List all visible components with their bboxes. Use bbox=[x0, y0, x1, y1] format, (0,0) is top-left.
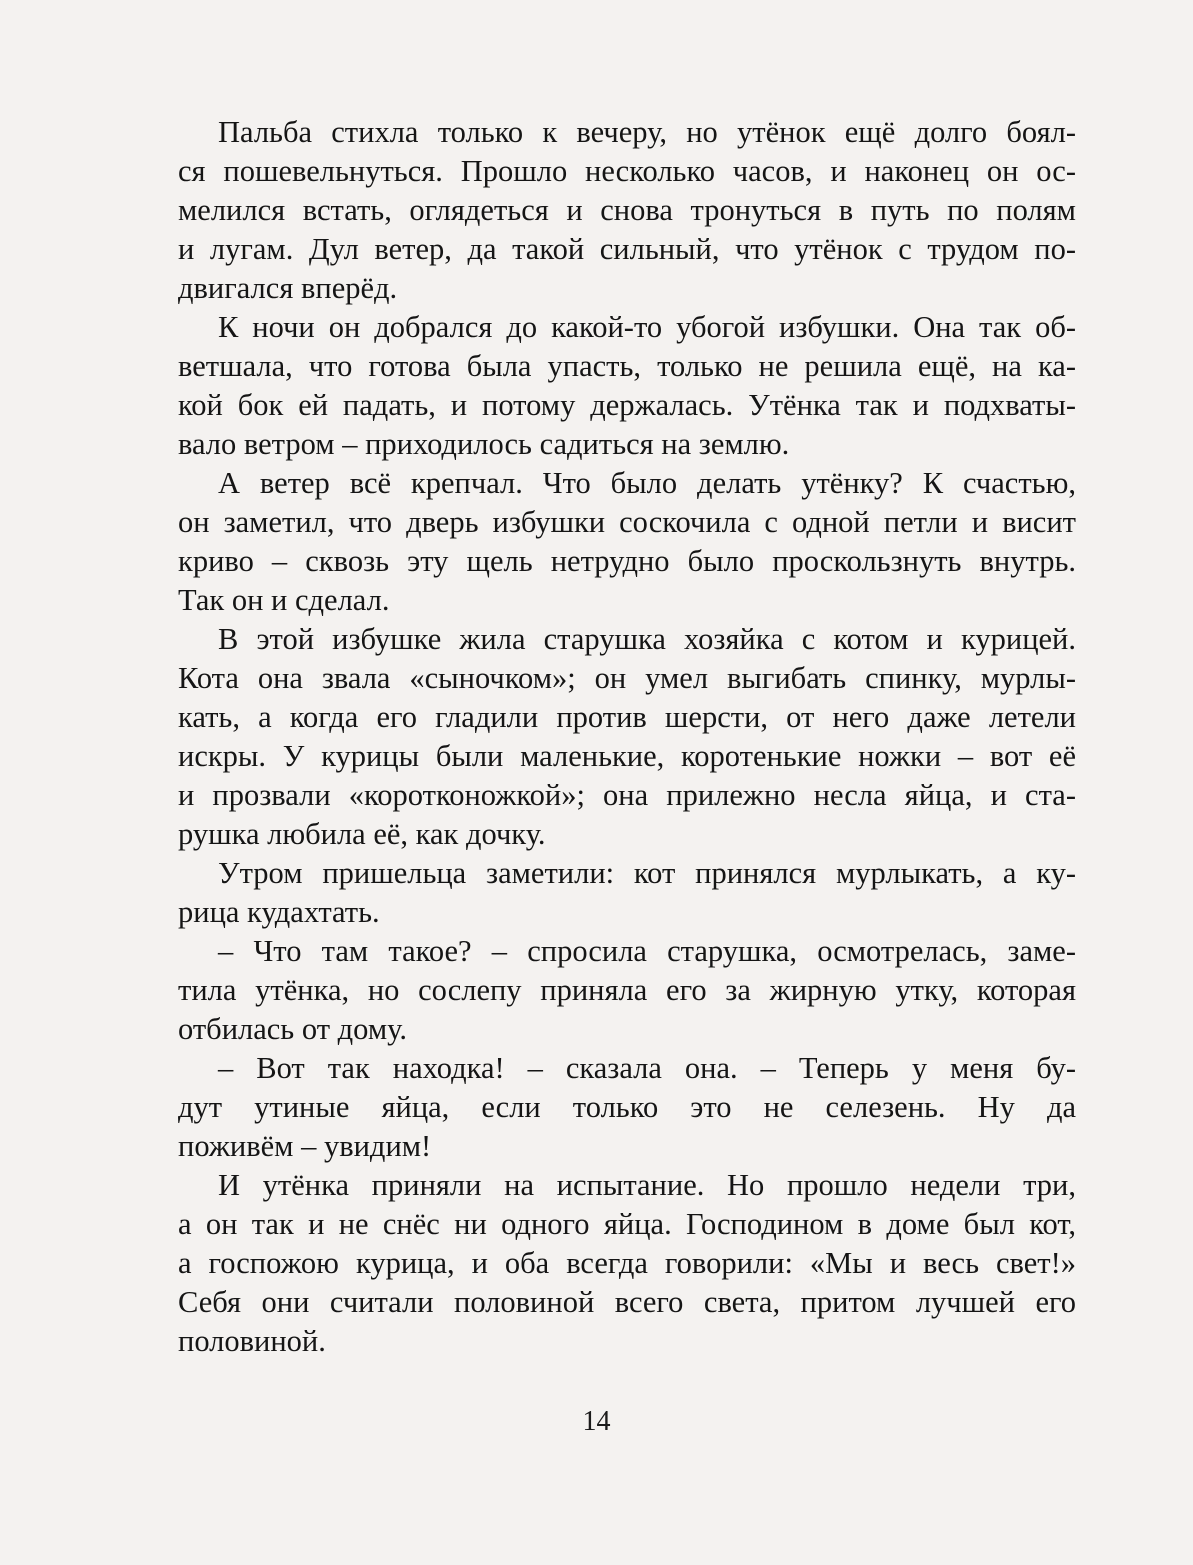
text-line: – Вот так находка! – сказала она. – Теперь у меня бу- bbox=[218, 1051, 1076, 1085]
text-line: искры. У курицы были маленькие, коротенькие ножки – вот её bbox=[178, 739, 1076, 773]
text-line: Утром пришельца заметили: кот принялся мурлыкать, а ку- bbox=[218, 856, 1076, 890]
text-line: а госпожою курица, и оба всегда говорили: «Мы и весь свет!» bbox=[178, 1246, 1076, 1280]
text-line: ся пошевельнуться. Прошло несколько часов, и наконец он ос- bbox=[178, 154, 1076, 188]
text-line: кой бок ей падать, и потому держалась. Утёнка так и подхваты- bbox=[178, 388, 1076, 422]
text-line: А ветер всё крепчал. Что было делать утёнку? К счастью, bbox=[218, 466, 1076, 500]
text-line: Пальба стихла только к вечеру, но утёнок ещё долго боял- bbox=[218, 115, 1076, 149]
text-line: он заметил, что дверь избушки соскочила с одной петли и висит bbox=[178, 505, 1076, 539]
text-line: Кота она звала «сыночком»; он умел выгибать спинку, мурлы- bbox=[178, 661, 1076, 695]
text-line: мелился встать, оглядеться и снова тронуться в путь по полям bbox=[178, 193, 1076, 227]
text-line: и прозвали «коротконожкой»; она прилежно несла яйца, и ста- bbox=[178, 778, 1076, 812]
text-line: поживём – увидим! bbox=[178, 1129, 432, 1163]
text-line: криво – сквозь эту щель нетрудно было проскользнуть внутрь. bbox=[178, 544, 1076, 578]
text-line: ветшала, что готова была упасть, только не решила ещё, на ка- bbox=[178, 349, 1076, 383]
text-line: В этой избушке жила старушка хозяйка с котом и курицей. bbox=[218, 622, 1076, 656]
text-line: двигался вперёд. bbox=[178, 271, 398, 305]
text-line: рица кудахтать. bbox=[178, 895, 380, 929]
text-line: отбилась от дому. bbox=[178, 1012, 407, 1046]
text-line: и лугам. Дул ветер, да такой сильный, что утёнок с трудом по- bbox=[178, 232, 1076, 266]
text-line: кать, а когда его гладили против шерсти, от него даже летели bbox=[178, 700, 1076, 734]
text-line: Себя они считали половиной всего света, притом лучшей его bbox=[178, 1285, 1076, 1319]
text-line: тила утёнка, но сослепу приняла его за жирную утку, которая bbox=[178, 973, 1076, 1007]
text-line: рушка любила её, как дочку. bbox=[178, 817, 546, 851]
text-line: половиной. bbox=[178, 1324, 326, 1358]
body-text bbox=[178, 113, 1076, 1361]
text-line: Так он и сделал. bbox=[178, 583, 390, 617]
text-line: вало ветром – приходилось садиться на землю. bbox=[178, 427, 790, 461]
text-line: И утёнка приняли на испытание. Но прошло недели три, bbox=[218, 1168, 1076, 1202]
text-line: а он так и не снёс ни одного яйца. Господином в доме был кот, bbox=[178, 1207, 1076, 1241]
text-line: дут утиные яйца, если только это не селезень. Ну да bbox=[178, 1090, 1076, 1124]
text-line: К ночи он добрался до какой-то убогой избушки. Она так об- bbox=[218, 310, 1076, 344]
text-line: – Что там такое? – спросила старушка, осмотрелась, заме- bbox=[218, 934, 1076, 968]
page-number: 14 bbox=[582, 1406, 611, 1437]
